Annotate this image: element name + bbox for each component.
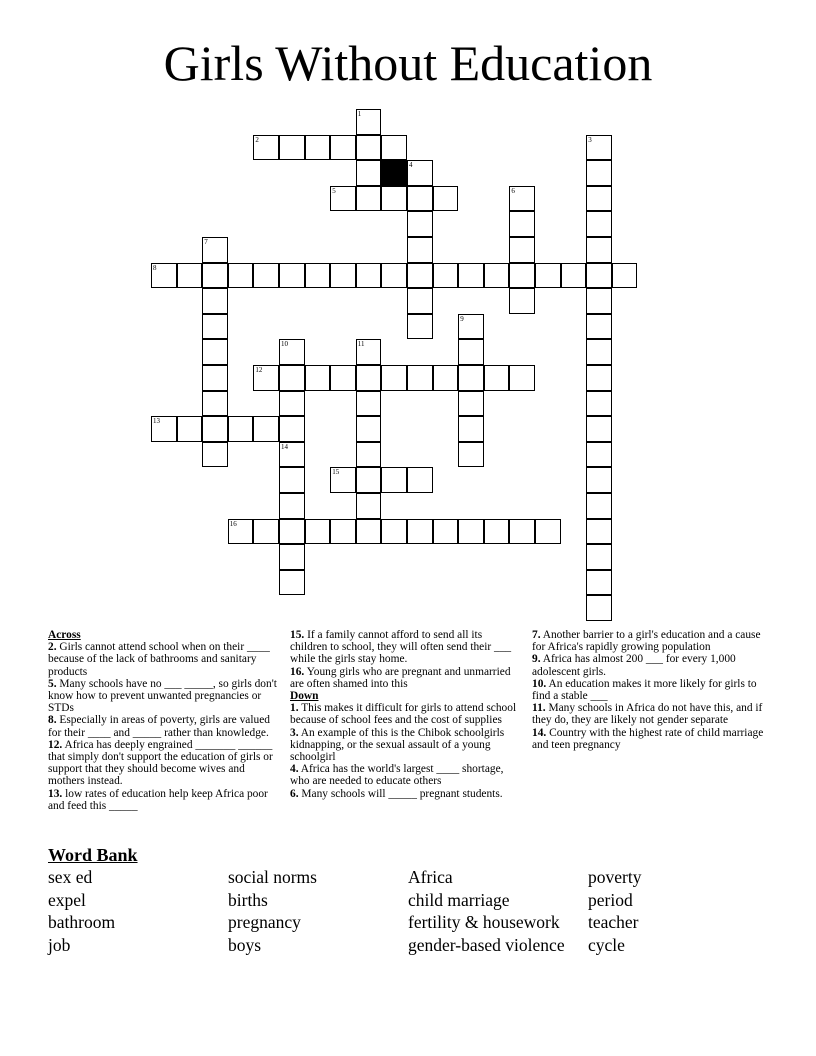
clue-column-3: [532, 629, 768, 751]
crossword-cell[interactable]: [586, 365, 612, 391]
clue-across-5: 5. Many schools have no ___ _____, so girls don't know how to prevent unwanted pregnancies or STDs: [48, 677, 277, 715]
crossword-cell[interactable]: [484, 263, 510, 289]
crossword-cell[interactable]: [202, 365, 228, 391]
crossword-cell[interactable]: [586, 314, 612, 340]
crossword-cell[interactable]: [381, 519, 407, 545]
crossword-cell[interactable]: [381, 467, 407, 493]
word-bank-item: pregnancy: [228, 912, 301, 933]
crossword-cell[interactable]: [330, 263, 356, 289]
crossword-cell[interactable]: [407, 365, 433, 391]
word-bank: [48, 867, 788, 958]
word-bank-item: boys: [228, 935, 262, 956]
crossword-cell[interactable]: [279, 135, 305, 161]
crossword-cell[interactable]: [330, 186, 356, 212]
crossword-cell[interactable]: [509, 288, 535, 314]
crossword-cell[interactable]: [228, 519, 254, 545]
crossword-cell[interactable]: [356, 109, 382, 135]
crossword-cell[interactable]: [586, 186, 612, 212]
crossword-cell[interactable]: [458, 442, 484, 468]
word-bank-item: bathroom: [48, 912, 116, 933]
crossword-cell[interactable]: [356, 442, 382, 468]
crossword-cell[interactable]: [177, 263, 203, 289]
crossword-cell[interactable]: [407, 263, 433, 289]
crossword-cell[interactable]: [586, 211, 612, 237]
crossword-cell[interactable]: [356, 263, 382, 289]
crossword-cell[interactable]: [253, 519, 279, 545]
clue-number: 11: [357, 340, 365, 349]
crossword-cell[interactable]: [253, 135, 279, 161]
crossword-cell[interactable]: [330, 365, 356, 391]
crossword-cell[interactable]: [381, 263, 407, 289]
crossword-cell[interactable]: [586, 339, 612, 365]
crossword-cell[interactable]: [356, 391, 382, 417]
word-bank-item: expel: [48, 889, 86, 910]
crossword-cell[interactable]: [458, 263, 484, 289]
crossword-cell[interactable]: [407, 314, 433, 340]
crossword-cell[interactable]: [407, 288, 433, 314]
crossword-cell[interactable]: [433, 186, 459, 212]
crossword-cell[interactable]: [202, 263, 228, 289]
crossword-cell[interactable]: [407, 237, 433, 263]
crossword-cell[interactable]: [253, 263, 279, 289]
crossword-cell[interactable]: [586, 519, 612, 545]
crossword-cell[interactable]: [509, 186, 535, 212]
crossword-cell[interactable]: [202, 416, 228, 442]
clue-number: 10: [281, 340, 288, 349]
crossword-cell[interactable]: [356, 186, 382, 212]
word-bank-item: sex ed: [48, 867, 93, 887]
crossword-cell[interactable]: [253, 416, 279, 442]
clue-down-3: 3. An example of this is the Chibok schoolgirls kidnapping, or the sexual assault of a young schoolgirl: [290, 726, 505, 764]
clue-across-15: 15. If a family cannot afford to send all its children to school, they will often send their ___ while the girls stay home.: [290, 629, 512, 666]
clue-number: 6: [511, 186, 515, 195]
crossword-cell[interactable]: [509, 211, 535, 237]
crossword-cell[interactable]: [586, 237, 612, 263]
clue-across-13: 13. low rates of education help keep Africa poor and feed this _____: [48, 787, 268, 812]
clue-down-11: 11. Many schools in Africa do not have this, and if they do, they are likely not gender separate: [532, 702, 763, 727]
clue-number: 8: [153, 263, 157, 272]
crossword-cell[interactable]: [458, 314, 484, 340]
crossword-cell[interactable]: [356, 467, 382, 493]
crossword-cell[interactable]: [279, 493, 305, 519]
crossword-cell[interactable]: [586, 570, 612, 596]
crossword-cell[interactable]: [433, 365, 459, 391]
clue-number: 2: [255, 135, 259, 144]
clue-down-4: 4. Africa has the world's largest ____ shortage, who are needed to educate others: [290, 763, 504, 788]
clue-number: 14: [281, 442, 288, 451]
crossword-cell[interactable]: [407, 160, 433, 186]
clue-number: 4: [409, 161, 413, 170]
word-bank-item: poverty: [588, 867, 642, 887]
crossword-cell[interactable]: [202, 391, 228, 417]
page-title: Girls Without Education: [163, 35, 653, 91]
crossword-cell[interactable]: [202, 237, 228, 263]
crossword-cell[interactable]: [356, 493, 382, 519]
crossword-cell[interactable]: [407, 519, 433, 545]
crossword-cell[interactable]: [330, 135, 356, 161]
crossword-cell[interactable]: [356, 365, 382, 391]
clue-down-1: 1. This makes it difficult for girls to attend school because of school fees and the cost of supplies: [290, 702, 517, 727]
crossword-cell[interactable]: [586, 595, 612, 621]
crossword-cell[interactable]: [561, 263, 587, 289]
word-bank-item: gender-based violence: [408, 935, 565, 956]
crossword-cell[interactable]: [509, 237, 535, 263]
crossword-cell[interactable]: [202, 288, 228, 314]
word-bank-item: cycle: [588, 935, 625, 956]
crossword-cell[interactable]: [509, 519, 535, 545]
crossword-cell[interactable]: [586, 135, 612, 161]
crossword-cell[interactable]: [279, 263, 305, 289]
down-heading: Down: [290, 690, 319, 703]
crossword-cell[interactable]: [586, 391, 612, 417]
crossword-cell[interactable]: [356, 135, 382, 161]
crossword-cell[interactable]: [202, 314, 228, 340]
crossword-cell[interactable]: [253, 365, 279, 391]
crossword-cell[interactable]: [484, 365, 510, 391]
crossword-cell[interactable]: [586, 442, 612, 468]
crossword-cell[interactable]: [509, 263, 535, 289]
crossword-cell[interactable]: [279, 442, 305, 468]
clue-across-12: 12. Africa has deeply engrained _______ ______ that simply don't support the education of girls or support that they should become wives and mothers instead.: [48, 738, 273, 788]
crossword-black-cell: [381, 160, 407, 186]
word-bank-item: teacher: [588, 912, 639, 933]
crossword-cell[interactable]: [279, 365, 305, 391]
clue-down-6: 6. Many schools will _____ pregnant students.: [290, 787, 503, 800]
crossword-cell[interactable]: [407, 211, 433, 237]
clue-down-14: 14. Country with the highest rate of child marriage and teen pregnancy: [532, 726, 764, 751]
crossword-cell[interactable]: [586, 467, 612, 493]
crossword-cell[interactable]: [279, 391, 305, 417]
crossword-cell[interactable]: [305, 519, 331, 545]
clue-number: 9: [460, 314, 464, 323]
crossword-cell[interactable]: [433, 519, 459, 545]
crossword-cell[interactable]: [407, 467, 433, 493]
clue-down-9: 9. Africa has almost 200 ___ for every 1,000 adolescent girls.: [532, 653, 736, 678]
crossword-cell[interactable]: [458, 416, 484, 442]
crossword-cell[interactable]: [458, 365, 484, 391]
word-bank-item: job: [48, 935, 71, 956]
crossword-cell[interactable]: [407, 186, 433, 212]
crossword-cell[interactable]: [279, 339, 305, 365]
crossword-cell[interactable]: [586, 160, 612, 186]
crossword-cell[interactable]: [381, 186, 407, 212]
crossword-cell[interactable]: [151, 416, 177, 442]
clue-number: 13: [153, 417, 160, 426]
across-heading: Across: [48, 629, 81, 641]
crossword-cell[interactable]: [305, 263, 331, 289]
clue-number: 16: [229, 519, 237, 528]
crossword-cell[interactable]: [458, 519, 484, 545]
crossword-cell[interactable]: [612, 263, 638, 289]
crossword-cell[interactable]: [177, 416, 203, 442]
crossword-cell[interactable]: [279, 467, 305, 493]
clue-number: 15: [332, 468, 340, 477]
crossword-cell[interactable]: [330, 519, 356, 545]
word-bank-item: period: [588, 889, 633, 910]
crossword-cell[interactable]: [305, 135, 331, 161]
crossword-cell[interactable]: [356, 339, 382, 365]
crossword-cell[interactable]: [356, 160, 382, 186]
crossword-cell[interactable]: [151, 263, 177, 289]
crossword-cell[interactable]: [202, 339, 228, 365]
clue-across-8: 8. Especially in areas of poverty, girls are valued for their ____ and _____ rather than knowledge.: [48, 714, 270, 739]
crossword-cell[interactable]: [433, 263, 459, 289]
crossword-cell[interactable]: [586, 544, 612, 570]
crossword-cell[interactable]: [484, 519, 510, 545]
crossword-cell[interactable]: [586, 493, 612, 519]
crossword-cell[interactable]: [305, 365, 331, 391]
word-bank-item: fertility & housework: [408, 912, 560, 933]
word-bank-item: births: [228, 889, 268, 910]
word-bank-title: Word Bank: [48, 845, 138, 865]
crossword-cell[interactable]: [586, 263, 612, 289]
crossword-cell[interactable]: [228, 416, 254, 442]
clue-number: 1: [357, 110, 362, 118]
clue-number: 12: [255, 366, 263, 374]
clue-column-2: [290, 629, 522, 800]
crossword-cell[interactable]: [586, 288, 612, 314]
crossword-cell[interactable]: [458, 339, 484, 365]
clue-column-1: [48, 629, 280, 812]
clue-number: 7: [204, 238, 208, 246]
crossword-cell[interactable]: [535, 263, 561, 289]
crossword-cell[interactable]: [535, 519, 561, 545]
crossword-cell[interactable]: [228, 263, 254, 289]
crossword-cell[interactable]: [509, 365, 535, 391]
clue-number: 5: [332, 186, 336, 195]
word-bank-item: Africa: [408, 867, 453, 887]
clue-down-10: 10. An education makes it more likely for girls to find a stable ___: [532, 677, 757, 703]
crossword-cell[interactable]: [356, 519, 382, 545]
crossword-cell[interactable]: [279, 570, 305, 596]
word-bank-item: child marriage: [408, 889, 510, 910]
clue-number: 3: [588, 135, 592, 144]
clue-across-2: 2. Girls cannot attend school when on their ____ because of the lack of bathrooms and sanitary products: [48, 641, 270, 678]
crossword-cell[interactable]: [458, 391, 484, 417]
word-bank-item: social norms: [228, 867, 317, 887]
crossword-cell[interactable]: [202, 442, 228, 468]
clue-down-7: 7. Another barrier to a girl's education and a cause for Africa's rapidly growing population: [532, 629, 761, 654]
clue-across-16: 16. Young girls who are pregnant and unmarried are often shamed into this: [290, 665, 511, 690]
crossword-cell[interactable]: [279, 416, 305, 442]
crossword-cell[interactable]: [381, 135, 407, 161]
crossword-cell[interactable]: [279, 544, 305, 570]
crossword-cell[interactable]: [279, 519, 305, 545]
crossword-cell[interactable]: [586, 416, 612, 442]
crossword-cell[interactable]: [356, 416, 382, 442]
crossword-cell[interactable]: [330, 467, 356, 493]
crossword-cell[interactable]: [381, 365, 407, 391]
